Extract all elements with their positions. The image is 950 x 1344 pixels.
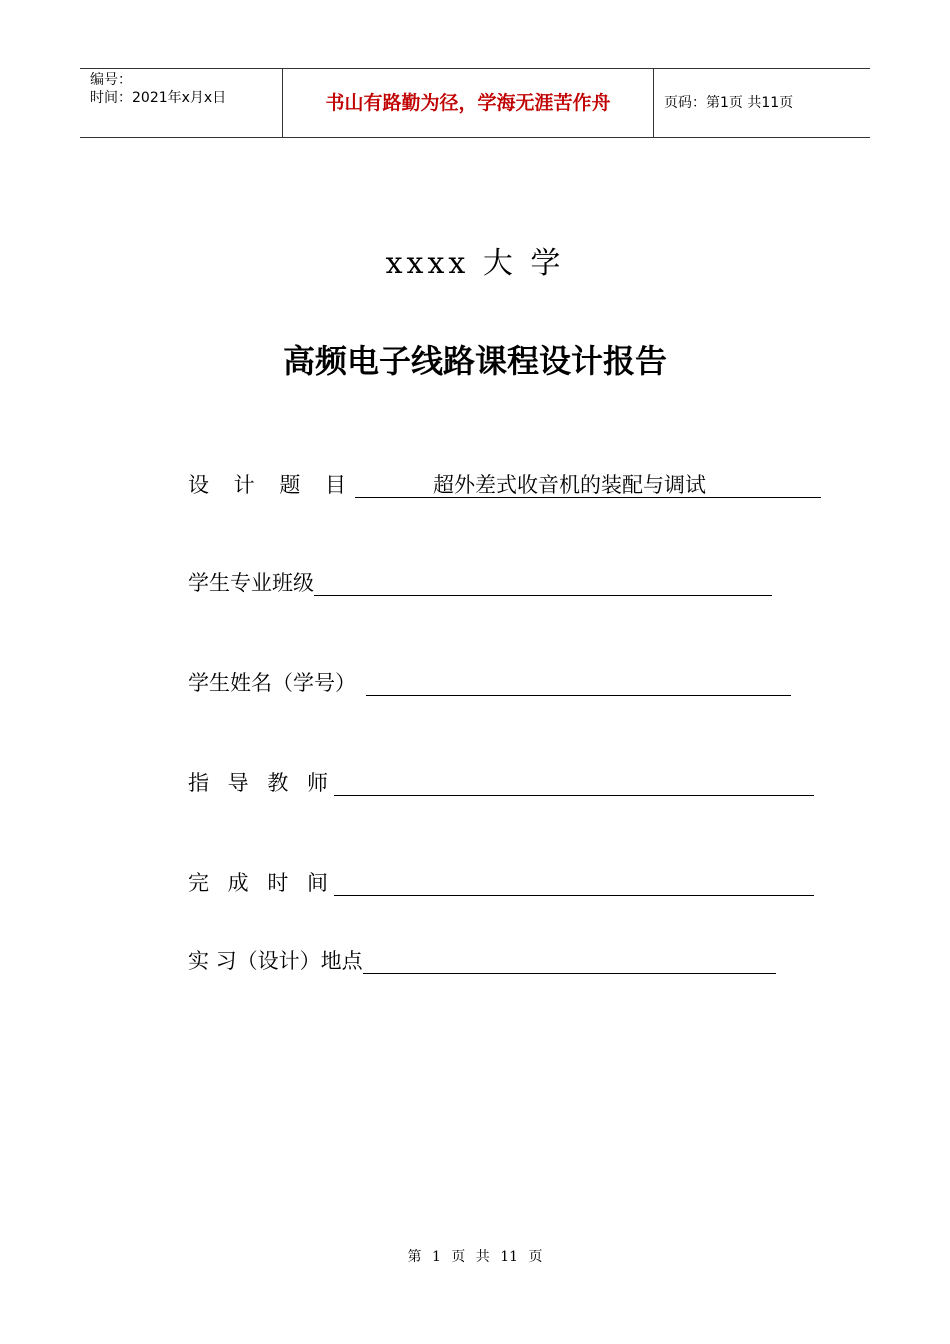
field-line	[366, 670, 791, 696]
field-label: 指 导 教 师	[188, 771, 335, 795]
field-label: 学生姓名（学号）	[188, 671, 356, 695]
field-design-topic	[188, 468, 821, 498]
field-line	[355, 472, 821, 498]
report-title: 高频电子线路课程设计报告	[282, 342, 667, 380]
field-label: 学生专业班级	[188, 571, 314, 595]
header-page-info: 页码：第1页 共11页	[664, 95, 794, 111]
page-header	[80, 68, 870, 138]
field-value: 超外差式收音机的装配与调试	[433, 473, 707, 497]
field-line	[334, 770, 814, 796]
page-footer: 第 1 页 共 11 页	[407, 1249, 543, 1265]
code-label: 编号：	[90, 72, 132, 88]
field-major-class	[188, 566, 772, 596]
field-student-name	[188, 666, 791, 696]
university-name: xxxx 大 学	[385, 246, 565, 281]
header-motto: 书山有路勤为径，学海无涯苦作舟	[282, 69, 654, 137]
field-line	[314, 570, 772, 596]
field-instructor	[188, 766, 814, 796]
field-line	[363, 948, 776, 974]
field-label: 设 计 题 目	[188, 473, 356, 497]
field-location	[188, 944, 776, 974]
time-label: 时间：2021年x月x日	[90, 90, 227, 106]
field-label: 完 成 时 间	[188, 871, 335, 895]
field-label: 实 习（设计）地点	[188, 949, 363, 973]
header-meta	[80, 69, 282, 137]
field-line	[334, 870, 814, 896]
field-completion-time	[188, 866, 814, 896]
